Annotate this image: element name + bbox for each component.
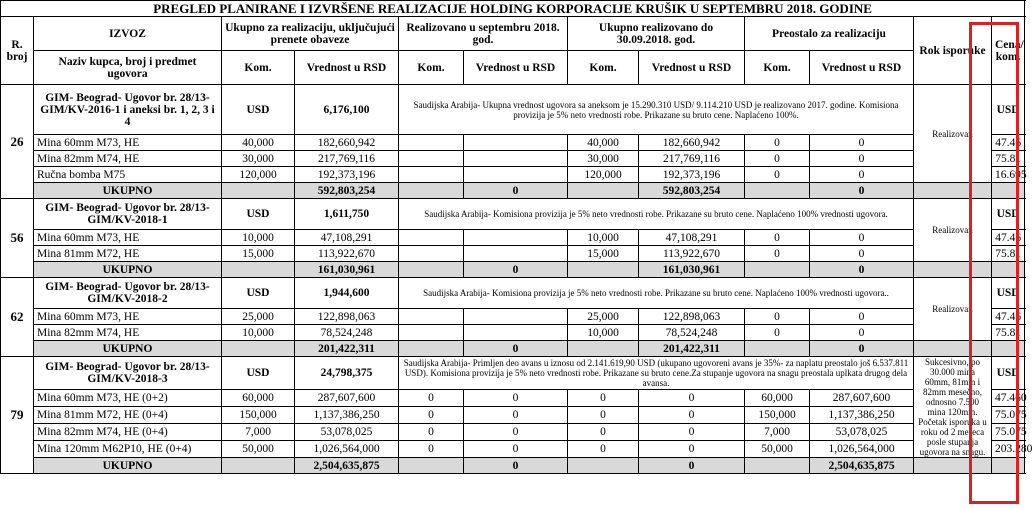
sum-sept-value: 0 xyxy=(464,341,568,357)
sum-realized-kom xyxy=(568,183,639,199)
item-realized-value: 78,524,248 xyxy=(639,325,745,341)
sum-remaining-value: 0 xyxy=(810,341,914,357)
item-kom: 10,000 xyxy=(222,325,295,341)
contract-row xyxy=(1,278,1025,309)
sum-realized-kom xyxy=(568,341,639,357)
sum-remaining-kom xyxy=(745,183,810,199)
sum-label: UKUPNO xyxy=(34,458,222,474)
contract-name: GIM- Beograd- Ugovor br. 28/13-GIM/KV-2018-3 xyxy=(34,357,222,390)
sum-realized-kom xyxy=(568,458,639,474)
item-remaining-kom: 60,000 xyxy=(745,389,810,406)
delivery-term: Realizovan xyxy=(914,199,992,262)
item-value: 1,026,564,000 xyxy=(295,440,399,457)
delivery-term: Realizovan xyxy=(914,278,992,341)
contract-name: GIM- Beograd- Ugovor br. 28/13-GIM/KV-2018-2 xyxy=(34,278,222,309)
contract-value: 1,611,750 xyxy=(295,199,399,230)
sum-value: 201,422,311 xyxy=(295,341,399,357)
item-sept-kom xyxy=(399,309,464,325)
sum-kom xyxy=(222,458,295,474)
item-price: 47.46 xyxy=(992,230,1025,246)
sum-rok xyxy=(914,341,992,357)
sum-price xyxy=(992,183,1025,199)
sum-label: UKUPNO xyxy=(34,341,222,357)
item-name: Mina 60mm M73, HE xyxy=(34,309,222,325)
sum-value: 2,504,635,875 xyxy=(295,458,399,474)
item-value: 1,137,386,250 xyxy=(295,406,399,423)
item-sept-kom xyxy=(399,167,464,183)
item-price: 75.81 xyxy=(992,151,1025,167)
item-name: Mina 60mm M73, HE xyxy=(34,135,222,151)
table-row xyxy=(1,423,1025,440)
header-rbroj: R. broj xyxy=(1,17,34,85)
item-remaining-kom: 0 xyxy=(745,246,810,262)
item-realized-value: 0 xyxy=(639,440,745,457)
item-sept-value xyxy=(464,309,568,325)
item-realized-value: 122,898,063 xyxy=(639,309,745,325)
item-price: 16.695 xyxy=(992,167,1025,183)
item-realized-kom: 15,000 xyxy=(568,246,639,262)
sum-label: UKUPNO xyxy=(34,183,222,199)
item-sept-value: 0 xyxy=(464,406,568,423)
item-sept-value: 0 xyxy=(464,389,568,406)
item-value: 182,660,942 xyxy=(295,135,399,151)
item-sept-kom xyxy=(399,151,464,167)
header-vrednost: Vrednost u RSD xyxy=(639,51,745,85)
price-currency: USD xyxy=(992,85,1025,135)
item-sept-kom xyxy=(399,135,464,151)
header-remaining: Preostalo za realizaciju xyxy=(745,17,914,51)
item-name: Mina 60mm M73, HE xyxy=(34,230,222,246)
currency: USD xyxy=(222,278,295,309)
item-remaining-kom: 0 xyxy=(745,167,810,183)
sum-sept-kom xyxy=(399,262,464,278)
item-realized-value: 47,108,291 xyxy=(639,230,745,246)
item-remaining-value: 1,026,564,000 xyxy=(810,440,914,457)
header-izvoz: IZVOZ xyxy=(34,17,222,51)
table-row xyxy=(1,325,1025,341)
header-kom: Kom. xyxy=(568,51,639,85)
price-currency: USD xyxy=(992,199,1025,230)
item-realized-value: 217,769,116 xyxy=(639,151,745,167)
item-kom: 30,000 xyxy=(222,151,295,167)
item-sept-kom: 0 xyxy=(399,406,464,423)
sum-row xyxy=(1,458,1025,474)
item-realized-kom: 0 xyxy=(568,423,639,440)
contract-value: 1,944,600 xyxy=(295,278,399,309)
item-name: Mina 81mm M72, HE (0+4) xyxy=(34,406,222,423)
sum-label: UKUPNO xyxy=(34,262,222,278)
row-number: 56 xyxy=(1,199,34,278)
item-price: 75.075 xyxy=(992,406,1025,423)
row-number: 79 xyxy=(1,357,34,474)
table-row xyxy=(1,135,1025,151)
sum-sept-value: 0 xyxy=(464,183,568,199)
item-remaining-kom: 50,000 xyxy=(745,440,810,457)
header-realized: Ukupno realizovano do 30.09.2018. god. xyxy=(568,17,745,51)
header-kom: Kom. xyxy=(399,51,464,85)
item-name: Mina 120mm M62P10, HE (0+4) xyxy=(34,440,222,457)
item-sept-kom: 0 xyxy=(399,440,464,457)
table-row xyxy=(1,309,1025,325)
item-sept-value: 0 xyxy=(464,423,568,440)
contract-note: Saudijska Arabija- Ukupna vrednost ugovora sa aneksom je 15.290.310 USD/ 9.114.210 USD je realizovano 2017. godine. Komisiona provizija je 5% neto vrednosti robe. Prikazane su bruto cene. Naplaćeno 100%. xyxy=(399,85,914,135)
currency: USD xyxy=(222,357,295,390)
item-sept-value xyxy=(464,135,568,151)
item-remaining-kom: 0 xyxy=(745,230,810,246)
item-value: 47,108,291 xyxy=(295,230,399,246)
sum-realized-value: 161,030,961 xyxy=(639,262,745,278)
sum-remaining-value: 0 xyxy=(810,262,914,278)
item-sept-kom xyxy=(399,325,464,341)
sum-value: 592,803,254 xyxy=(295,183,399,199)
sum-row xyxy=(1,183,1025,199)
item-price: 47.460 xyxy=(992,389,1025,406)
item-remaining-value: 0 xyxy=(810,151,914,167)
item-name: Mina 81mm M72, HE xyxy=(34,246,222,262)
item-realized-value: 192,373,196 xyxy=(639,167,745,183)
item-realized-kom: 10,000 xyxy=(568,325,639,341)
item-price: 47.46 xyxy=(992,309,1025,325)
sum-realized-kom xyxy=(568,262,639,278)
item-price: 75.075 xyxy=(992,423,1025,440)
sum-sept-kom xyxy=(399,458,464,474)
delivery-term: Realizovan xyxy=(914,85,992,183)
header-vrednost: Vrednost u RSD xyxy=(295,51,399,85)
item-kom: 40,000 xyxy=(222,135,295,151)
item-name: Mina 82mm M74, HE xyxy=(34,325,222,341)
item-sept-kom: 0 xyxy=(399,389,464,406)
item-realized-value: 0 xyxy=(639,406,745,423)
row-number: 62 xyxy=(1,278,34,357)
header-total: Ukupno za realizaciju, uključujući prenete obaveze xyxy=(222,17,399,51)
contract-value: 24,798,375 xyxy=(295,357,399,390)
item-realized-kom: 40,000 xyxy=(568,135,639,151)
item-remaining-value: 0 xyxy=(810,309,914,325)
price-currency: USD xyxy=(992,278,1025,309)
item-value: 122,898,063 xyxy=(295,309,399,325)
item-realized-kom: 0 xyxy=(568,440,639,457)
item-kom: 15,000 xyxy=(222,246,295,262)
item-sept-value xyxy=(464,325,568,341)
sum-sept-kom xyxy=(399,341,464,357)
item-kom: 60,000 xyxy=(222,389,295,406)
contract-note: Saudijska Arabija- Primljen deo avans u iznosu od 2.141.619,90 USD (ukupano ugovoreni avans je 35%- za naplatu preostalo još 6.537.811 USD). Komisiona provizija je 5% neto vrednosti robe. Prikazane su bruto cene.Za stupanje ugovora na snagu preostala uplkata drugog dela avansa. xyxy=(399,357,914,390)
header-kom: Kom. xyxy=(745,51,810,85)
sum-kom xyxy=(222,262,295,278)
item-name: Mina 82mm M74, HE (0+4) xyxy=(34,423,222,440)
item-remaining-value: 287,607,600 xyxy=(810,389,914,406)
contract-name: GIM- Beograd- Ugovor br. 28/13-GIM/KV-2016-1 i aneksi br. 1, 2, 3 i 4 xyxy=(34,85,222,135)
table-row xyxy=(1,167,1025,183)
item-price: 75.81 xyxy=(992,246,1025,262)
item-value: 217,769,116 xyxy=(295,151,399,167)
sum-row xyxy=(1,341,1025,357)
sum-row xyxy=(1,262,1025,278)
contract-row xyxy=(1,85,1025,135)
item-name: Mina 60mm M73, HE (0+2) xyxy=(34,389,222,406)
table-row xyxy=(1,230,1025,246)
header-cena: Cena/ kom. xyxy=(992,17,1025,85)
item-value: 192,373,196 xyxy=(295,167,399,183)
item-remaining-value: 0 xyxy=(810,246,914,262)
item-remaining-value: 0 xyxy=(810,135,914,151)
item-kom: 25,000 xyxy=(222,309,295,325)
table-row xyxy=(1,246,1025,262)
item-remaining-kom: 7,000 xyxy=(745,423,810,440)
sum-remaining-value: 0 xyxy=(810,183,914,199)
item-value: 287,607,600 xyxy=(295,389,399,406)
item-realized-kom: 30,000 xyxy=(568,151,639,167)
item-kom: 7,000 xyxy=(222,423,295,440)
header-rok: Rok isporuke xyxy=(914,17,992,85)
row-number: 26 xyxy=(1,85,34,199)
contract-row xyxy=(1,199,1025,230)
sum-realized-value: 201,422,311 xyxy=(639,341,745,357)
price-currency: USD xyxy=(992,357,1025,390)
item-realized-kom: 10,000 xyxy=(568,230,639,246)
sum-remaining-kom xyxy=(745,458,810,474)
sum-price xyxy=(992,458,1025,474)
sum-rok xyxy=(914,183,992,199)
sum-value: 161,030,961 xyxy=(295,262,399,278)
sum-realized-value: 0 xyxy=(639,458,745,474)
item-value: 113,922,670 xyxy=(295,246,399,262)
item-remaining-kom: 0 xyxy=(745,151,810,167)
table-row xyxy=(1,389,1025,406)
sum-sept-kom xyxy=(399,183,464,199)
header-vrednost: Vrednost u RSD xyxy=(464,51,568,85)
currency: USD xyxy=(222,85,295,135)
header-vrednost: Vrednost u RSD xyxy=(810,51,914,85)
item-value: 78,524,248 xyxy=(295,325,399,341)
item-realized-kom: 25,000 xyxy=(568,309,639,325)
sum-remaining-value: 2,504,635,875 xyxy=(810,458,914,474)
sum-sept-value: 0 xyxy=(464,458,568,474)
item-sept-kom xyxy=(399,246,464,262)
item-realized-value: 182,660,942 xyxy=(639,135,745,151)
item-value: 53,078,025 xyxy=(295,423,399,440)
item-realized-kom: 120,000 xyxy=(568,167,639,183)
header-september: Realizovano u septembru 2018. god. xyxy=(399,17,568,51)
item-sept-kom: 0 xyxy=(399,423,464,440)
sum-sept-value: 0 xyxy=(464,262,568,278)
item-remaining-value: 0 xyxy=(810,325,914,341)
item-remaining-kom: 0 xyxy=(745,135,810,151)
sum-kom xyxy=(222,183,295,199)
item-price: 75.81 xyxy=(992,325,1025,341)
sum-realized-value: 592,803,254 xyxy=(639,183,745,199)
item-remaining-value: 0 xyxy=(810,230,914,246)
item-remaining-value: 53,078,025 xyxy=(810,423,914,440)
item-name: Mina 82mm M74, HE xyxy=(34,151,222,167)
table-row xyxy=(1,440,1025,457)
delivery-term: Sukcesivno, po 30.000 mina 60mm, 81mm i 82mm mesečno, odnosno 7.500 mina 120mm. Početak isporuka u roku od 2 meseca posle stupanja ugovora na snagu. xyxy=(914,357,992,458)
sum-price xyxy=(992,341,1025,357)
sum-price xyxy=(992,262,1025,278)
sum-rok xyxy=(914,262,992,278)
item-remaining-kom: 0 xyxy=(745,309,810,325)
item-name: Ručna bomba M75 xyxy=(34,167,222,183)
item-remaining-value: 1,137,386,250 xyxy=(810,406,914,423)
contract-note: Saudijska Arabija- Komisiona provizija je 5% neto vrednosti robe. Prikazane su bruto cene. Naplaćeno 100% vrednosti ugovora.. xyxy=(399,278,914,309)
item-price: 47.46 xyxy=(992,135,1025,151)
contract-value: 6,176,100 xyxy=(295,85,399,135)
item-kom: 50,000 xyxy=(222,440,295,457)
item-kom: 10,000 xyxy=(222,230,295,246)
contract-row xyxy=(1,357,1025,390)
item-sept-value xyxy=(464,151,568,167)
item-realized-kom: 0 xyxy=(568,406,639,423)
item-kom: 120,000 xyxy=(222,167,295,183)
currency: USD xyxy=(222,199,295,230)
item-sept-value xyxy=(464,246,568,262)
item-sept-kom xyxy=(399,230,464,246)
item-sept-value xyxy=(464,167,568,183)
item-realized-value: 113,922,670 xyxy=(639,246,745,262)
table-title: PREGLED PLANIRANE I IZVRŠENE REALIZACIJE HOLDING KORPORACIJE KRUŠIK U SEPTEMBRU 2018. GODINE xyxy=(1,1,1025,17)
header-naziv: Naziv kupca, broj i predmet ugovora xyxy=(34,51,222,85)
table-row xyxy=(1,406,1025,423)
table-row xyxy=(1,151,1025,167)
item-remaining-value: 0 xyxy=(810,167,914,183)
item-realized-value: 0 xyxy=(639,389,745,406)
item-realized-kom: 0 xyxy=(568,389,639,406)
sum-rok xyxy=(914,458,992,474)
item-price: 203.280 xyxy=(992,440,1025,457)
header-kom: Kom. xyxy=(222,51,295,85)
item-kom: 150,000 xyxy=(222,406,295,423)
contract-name: GIM- Beograd- Ugovor br. 28/13-GIM/KV-2018-1 xyxy=(34,199,222,230)
sum-remaining-kom xyxy=(745,341,810,357)
item-sept-value xyxy=(464,230,568,246)
item-sept-value: 0 xyxy=(464,440,568,457)
item-realized-value: 0 xyxy=(639,423,745,440)
item-remaining-kom: 0 xyxy=(745,325,810,341)
item-remaining-kom: 150,000 xyxy=(745,406,810,423)
contract-note: Saudijska Arabija- Komisiona provizija je 5% neto vrednosti robe. Prikazane su bruto cene. Naplaćeno 100% vrednosti ugovora. xyxy=(399,199,914,230)
sum-kom xyxy=(222,341,295,357)
sum-remaining-kom xyxy=(745,262,810,278)
